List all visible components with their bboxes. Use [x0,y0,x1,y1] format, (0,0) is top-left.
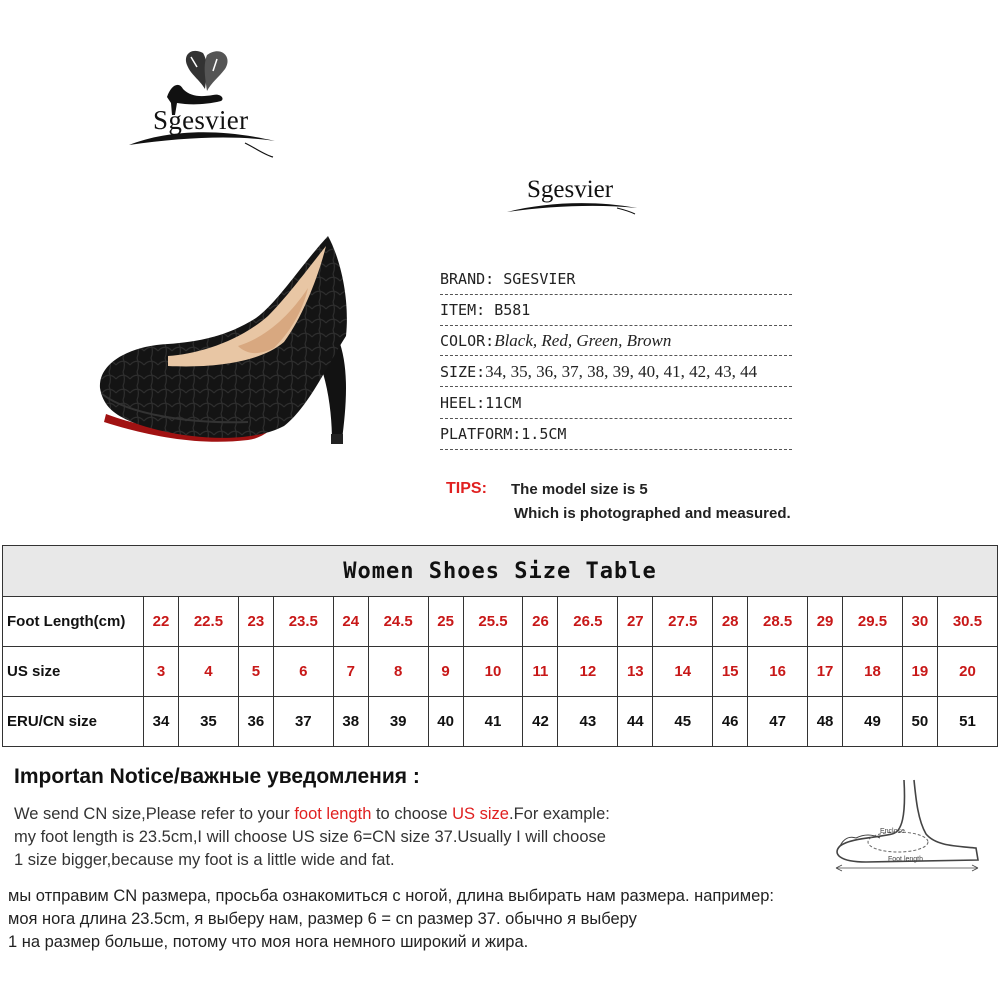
table-cell: 27 [618,597,653,647]
table-cell: 23 [238,597,273,647]
spec-item [440,301,792,326]
notice-en-line-1 [14,803,610,826]
table-cell: 28.5 [748,597,808,647]
table-cell: 10 [463,647,523,697]
table-cell: 46 [713,697,748,747]
tips-line-1: The model size is 5 [511,481,648,498]
table-cell: 24.5 [368,597,428,647]
table-cell: 22.5 [179,597,239,647]
table-cell: 36 [238,697,273,747]
foot-length-highlight: foot length [294,805,372,823]
notice-en-text: We send CN size,Please refer to your [14,805,295,823]
notice-en-text: .For example: [508,805,610,823]
swoosh-icon [505,196,640,216]
spec-color-value: Black, Red, Green, Brown [494,331,672,350]
table-cell: 35 [179,697,239,747]
table-cell: 18 [843,647,903,697]
table-cell: 25.5 [463,597,523,647]
tips-block [446,480,487,498]
table-cell: 29.5 [843,597,903,647]
spec-platform-label: PLATFORM: [440,425,522,443]
table-cell: 23.5 [273,597,333,647]
table-cell: 11 [523,647,558,697]
size-table [2,545,998,747]
table-row [3,697,998,747]
spec-color [440,331,792,356]
table-cell: 4 [179,647,239,697]
row-header-foot-length: Foot Length(cm) [3,597,144,647]
table-row [3,647,998,697]
table-cell: 28 [713,597,748,647]
spec-item-label: ITEM: [440,301,495,319]
spec-size-label: SIZE: [440,363,486,381]
table-cell: 24 [333,597,368,647]
table-cell: 30.5 [937,597,997,647]
brand-logo-mid [505,172,640,217]
notice-en-line-3: 1 size bigger,because my foot is a little wide and fat. [14,851,395,869]
table-cell: 5 [238,647,273,697]
table-cell: 8 [368,647,428,697]
table-cell: 22 [144,597,179,647]
spec-brand-value: SGESVIER [503,270,576,288]
table-cell: 48 [808,697,843,747]
table-cell: 34 [144,697,179,747]
notice-en-line-2: my foot length is 23.5cm,I will choose US size 6=CN size 37.Usually I will choose [14,828,606,846]
spec-size-value: 34, 35, 36, 37, 38, 39, 40, 41, 42, 43, 44 [485,362,758,381]
table-cell: 6 [273,647,333,697]
table-cell: 38 [333,697,368,747]
row-header-us-size: US size [3,647,144,697]
tips-label: TIPS: [446,480,487,497]
spec-item-value: B581 [494,301,531,319]
table-cell: 29 [808,597,843,647]
table-cell: 12 [558,647,618,697]
foot-diagram-length-label: Foot length [888,856,924,863]
brand-logo-mid-text: Sgesvier [527,176,614,203]
foot-diagram-enclose-label: Enclose [880,828,905,835]
notice-ru-line-3: 1 на размер больше, потому что моя нога немного широкий и жира. [8,933,529,951]
table-cell: 50 [902,697,937,747]
butterfly-heel-icon [125,45,285,160]
spec-heel-label: HEEL: [440,394,486,412]
spec-heel-value: 11CM [485,394,522,412]
table-cell: 13 [618,647,653,697]
spec-brand [440,270,792,295]
table-cell: 15 [713,647,748,697]
spec-platform [440,425,792,450]
table-cell: 40 [428,697,463,747]
us-size-highlight: US size [452,805,509,823]
table-cell: 26 [523,597,558,647]
brand-logo-top [125,45,285,160]
table-row [3,597,998,647]
table-cell: 44 [618,697,653,747]
table-cell: 49 [843,697,903,747]
table-cell: 26.5 [558,597,618,647]
table-cell: 47 [748,697,808,747]
table-cell: 16 [748,647,808,697]
table-cell: 17 [808,647,843,697]
table-cell: 20 [937,647,997,697]
table-cell: 7 [333,647,368,697]
tips-line-2: Which is photographed and measured. [514,505,791,522]
notice-heading: Importan Notice/важные уведомления : [14,765,420,788]
size-table-title: Women Shoes Size Table [3,546,998,597]
notice-en-text: to choose [371,805,453,823]
brand-logo-top-text: Sgesvier [153,105,249,135]
table-cell: 19 [902,647,937,697]
table-cell: 41 [463,697,523,747]
table-cell: 3 [144,647,179,697]
row-header-eu-cn-size: ERU/CN size [3,697,144,747]
notice-ru-line-2: моя нога длина 23.5cm, я выберу нам, размер 6 = cn размер 37. обычно я выберу [8,910,637,928]
table-cell: 37 [273,697,333,747]
table-cell: 30 [902,597,937,647]
table-cell: 43 [558,697,618,747]
spec-color-label: COLOR: [440,332,495,350]
spec-heel [440,394,792,419]
table-cell: 9 [428,647,463,697]
table-cell: 25 [428,597,463,647]
table-cell: 14 [653,647,713,697]
shoe-image [88,218,388,468]
spec-platform-value: 1.5CM [521,425,567,443]
spec-size [440,362,792,387]
table-cell: 39 [368,697,428,747]
table-cell: 51 [937,697,997,747]
notice-ru-line-1: мы отправим CN размера, просьба ознакомиться с ногой, длина выбирать нам размера. например: [8,887,775,905]
spec-brand-label: BRAND: [440,270,504,288]
table-cell: 42 [523,697,558,747]
table-cell: 27.5 [653,597,713,647]
table-cell: 45 [653,697,713,747]
foot-diagram [826,776,986,876]
